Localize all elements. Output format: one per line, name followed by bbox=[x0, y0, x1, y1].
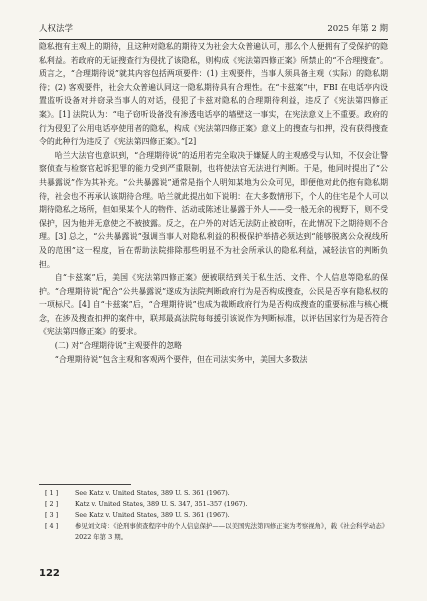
paragraph-4: “合理期待说”包含主观和客观两个要件，但在司法实务中，美国大多数法 bbox=[54, 354, 308, 364]
footnotes bbox=[39, 488, 388, 543]
footnote-number: [ 4 ] bbox=[45, 522, 59, 530]
body-text bbox=[39, 40, 388, 366]
footnote-item bbox=[39, 521, 388, 543]
footnote-item bbox=[39, 488, 388, 499]
paragraph-2: 哈兰大法官也意识到，“合理期待说”的适用若完全取决于嫌疑人的主观感受与认知，不仅会让警察侦查与检察官起诉犯罪的能力受到严重限制，也将使法官无法进行判断。于是，他同时提出了“公共暴露说”作为其补充。“公共暴露说”通常是指个人明知某地为公众可见，即便他对此仍抱有隐私期待，社会也不再承认该期待合理。哈兰就此提出如下说明：在大多数情形下，个人的住宅是个人可以期待隐私之场所，但如果某个人的物件、活动或陈述让暴露于外人——受一般无余的视野下，则不受保护，因为他并无意使之不被披露。反之，在户外的对话无法防止被窃听，在此情况下之期待则不合理。[3] 总之，“公共暴露说”强调当事人对隐私利益的积极保护举措必须达到“能够脱离公众视线所及的范围”这一程度，旨在帮助法院排除那些明显不为社会所承认的隐私利益，减轻法官的判断负担。 bbox=[39, 150, 388, 269]
footnote-text: 参见刘文琦：《论刑事侦查程序中的个人信息保护——以美国宪法第四修正案为考察视角》，载《社会科学动态》2022 年第 3 期。 bbox=[75, 522, 385, 541]
paragraph-1: 隐私抱有主观上的期待，且这种对隐私的期待又为社会大众普遍认可，那么个人便拥有了受保护的隐私利益。若政府的无证搜查行为侵扰了该隐私，则构成《宪法第四修正案》所禁止的“不合理搜查”。质言之，“合理期待说”就其内容包括两项要件：(1) 主观要件，当事人须具备主观（实际）的隐私期待；(2) 客观要件，社会大众普遍认同这一隐私期待具有合理性。在“卡兹案”中，FBI 在电话亭内设置监听设备对并窃录当事人的对话，侵犯了卡兹对隐私的合理期待利益，违反了《宪法第四修正案》。[1] 法院认为：“电子窃听设备没有渗透电话亭的墙壁这一事实，在宪法意义上不重要。政府的行为侵犯了公用电话亭使用者的隐私，构成《宪法第四修正案》意义上的搜查与扣押，没有获得搜查令的此种行为违反了《宪法第四修正案》。”[2] bbox=[39, 42, 388, 147]
issue-label: 2025 年第 2 期 bbox=[327, 24, 388, 34]
footnote-item bbox=[39, 510, 388, 521]
footnote-divider bbox=[39, 484, 131, 485]
footnote-text: Katz v. United States, 389 U. S. 347, 351–357 (1967). bbox=[75, 500, 248, 508]
section-subheading: (二) 对“合理期待说”主观要件的忽略 bbox=[54, 341, 182, 351]
paragraph-3: 自“卡兹案”后，美国《宪法第四修正案》便被联结到关于私生活、文件、个人信息等隐私的保护。“合理期待说”配合“公共暴露说”遂成为法院判断政府行为是否构成搜查，公民是否享有隐私权的一项标尺。[4] 自“卡兹案”后，“合理期待说”也成为裁断政府行为是否构成搜查的重要标准与核心概念，在涉及搜查扣押的案件中，联邦最高法院每每援引该说作为判断标准，以评估国家行为是否符合《宪法第四修正案》的要求。 bbox=[39, 273, 388, 337]
footnote-number: [ 1 ] bbox=[45, 489, 59, 497]
journal-name: 人权法学 bbox=[39, 24, 74, 34]
footnote-number: [ 3 ] bbox=[45, 511, 59, 519]
running-header bbox=[39, 22, 388, 40]
footnote-item bbox=[39, 499, 388, 510]
footnote-number: [ 2 ] bbox=[45, 500, 59, 508]
footnote-text: See Katz v. United States, 389 U. S. 361 (1967). bbox=[75, 511, 230, 519]
page-number: 122 bbox=[39, 568, 60, 579]
footnote-text: See Katz v. United States, 389 U. S. 361 (1967). bbox=[75, 489, 230, 497]
